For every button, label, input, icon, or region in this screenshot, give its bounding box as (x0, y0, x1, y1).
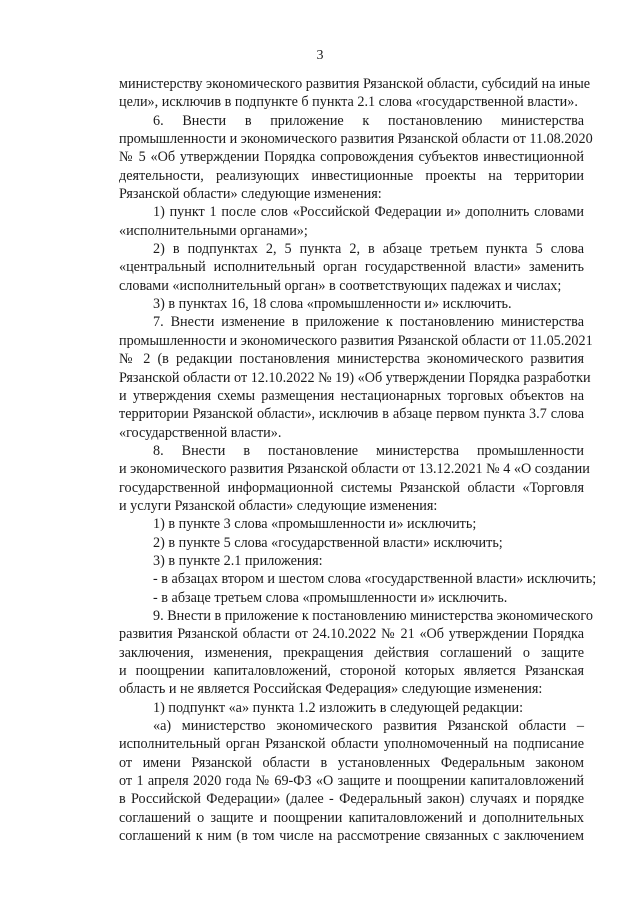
text-line: 3) в пункте 2.1 приложения: (153, 552, 323, 569)
text-line: 2) в пункте 5 слова «государственной власти» исключить; (153, 534, 503, 551)
text-line: № 2 (в редакции постановления министерства экономического развития (119, 351, 584, 368)
text-line: министерству экономического развития Рязанской области, субсидий на иные (119, 76, 591, 92)
text-line: 6. Внести в приложение к постановлению министерства (153, 112, 584, 129)
text-line: 9. Внести в приложение к постановлению министерства экономического (153, 607, 593, 624)
text-line: и поощрении капиталовложений, стороной которых является Рязанская (119, 663, 584, 679)
text-line: словами «исполнительный орган» в соответствующих падежах и числах; (119, 277, 562, 294)
text-line: в Российской Федерации» (далее - Федеральный закон) случаях и порядке (119, 791, 584, 808)
text-line: «исполнительными органами»; (119, 222, 308, 239)
text-line: и услуги Рязанской области» следующие изменения: (119, 497, 438, 514)
text-line: 2) в подпунктах 2, 5 пункта 2, в абзаце третьем пункта 5 слова (153, 241, 584, 258)
text-line: 7. Внести изменение в приложение к постановлению министерства (153, 314, 584, 331)
text-line: 1) подпункт «а» пункта 1.2 изложить в следующей редакции: (153, 699, 524, 716)
text-line: область и не является Российская Федерация» следующие изменения: (119, 681, 543, 698)
text-line: исполнительный орган Рязанской области уполномоченный на подписание (119, 736, 584, 753)
text-line: «государственной власти». (119, 424, 282, 441)
text-line: промышленности и экономического развития Рязанской области от 11.08.2020 (119, 131, 593, 148)
page-number: 3 (316, 48, 324, 63)
text-line: Рязанской области» следующие изменения: (119, 186, 382, 203)
text-line: от 1 апреля 2020 года № 69-ФЗ «О защите и поощрении капиталовложений (119, 773, 584, 790)
text-line: деятельности, реализующих инвестиционные проекты на территории (119, 167, 584, 184)
text-line: 8. Внести в постановление министерства промышленности (153, 442, 584, 459)
text-line: развития Рязанской области от 24.10.2022 № 21 «Об утверждении Порядка (119, 626, 584, 643)
text-line: и экономического развития Рязанской области от 13.12.2021 № 4 «О создании (119, 461, 590, 478)
text-line: Рязанской области от 12.10.2022 № 19) «Об утверждении Порядка разработки (119, 369, 591, 386)
text-line: 1) в пункте 3 слова «промышленности и» исключить; (153, 516, 477, 533)
text-line: - в абзацах втором и шестом слова «государственной власти» исключить; (153, 571, 597, 588)
text-line: промышленности и экономического развития Рязанской области от 11.05.2021 (119, 332, 593, 349)
text-line: цели», исключив в подпункте б пункта 2.1 слова «государственной власти». (119, 94, 578, 111)
text-line: и утверждения схемы размещения нестационарных торговых объектов на (119, 387, 584, 404)
text-line: от имени Рязанской области в установленных Федеральным законом (119, 754, 584, 771)
text-line: заключения, изменения, прекращения действия соглашений о защите (119, 644, 584, 661)
document-body (119, 75, 597, 845)
text-line: соглашений к ним (в том числе на рассмотрение связанных с заключением (119, 828, 584, 845)
text-line: «центральный исполнительный орган государственной власти» заменить (119, 259, 584, 276)
text-line: «а) министерство экономического развития Рязанской области – (153, 718, 584, 735)
text-line: 1) пункт 1 после слов «Российской Федерации и» дополнить словами (153, 204, 584, 221)
text-line: государственной информационной системы Рязанской области «Торговля (119, 479, 584, 496)
text-line: № 5 «Об утверждении Порядка сопровождения субъектов инвестиционной (119, 149, 584, 166)
text-line: 3) в пунктах 16, 18 слова «промышленности и» исключить. (153, 296, 512, 313)
text-line: территории Рязанской области», исключив в абзаце первом пункта 3.7 слова (119, 406, 584, 423)
text-line: - в абзаце третьем слова «промышленности и» исключить. (153, 589, 508, 606)
text-line: соглашений о защите и поощрении капиталовложений и дополнительных (119, 809, 584, 826)
